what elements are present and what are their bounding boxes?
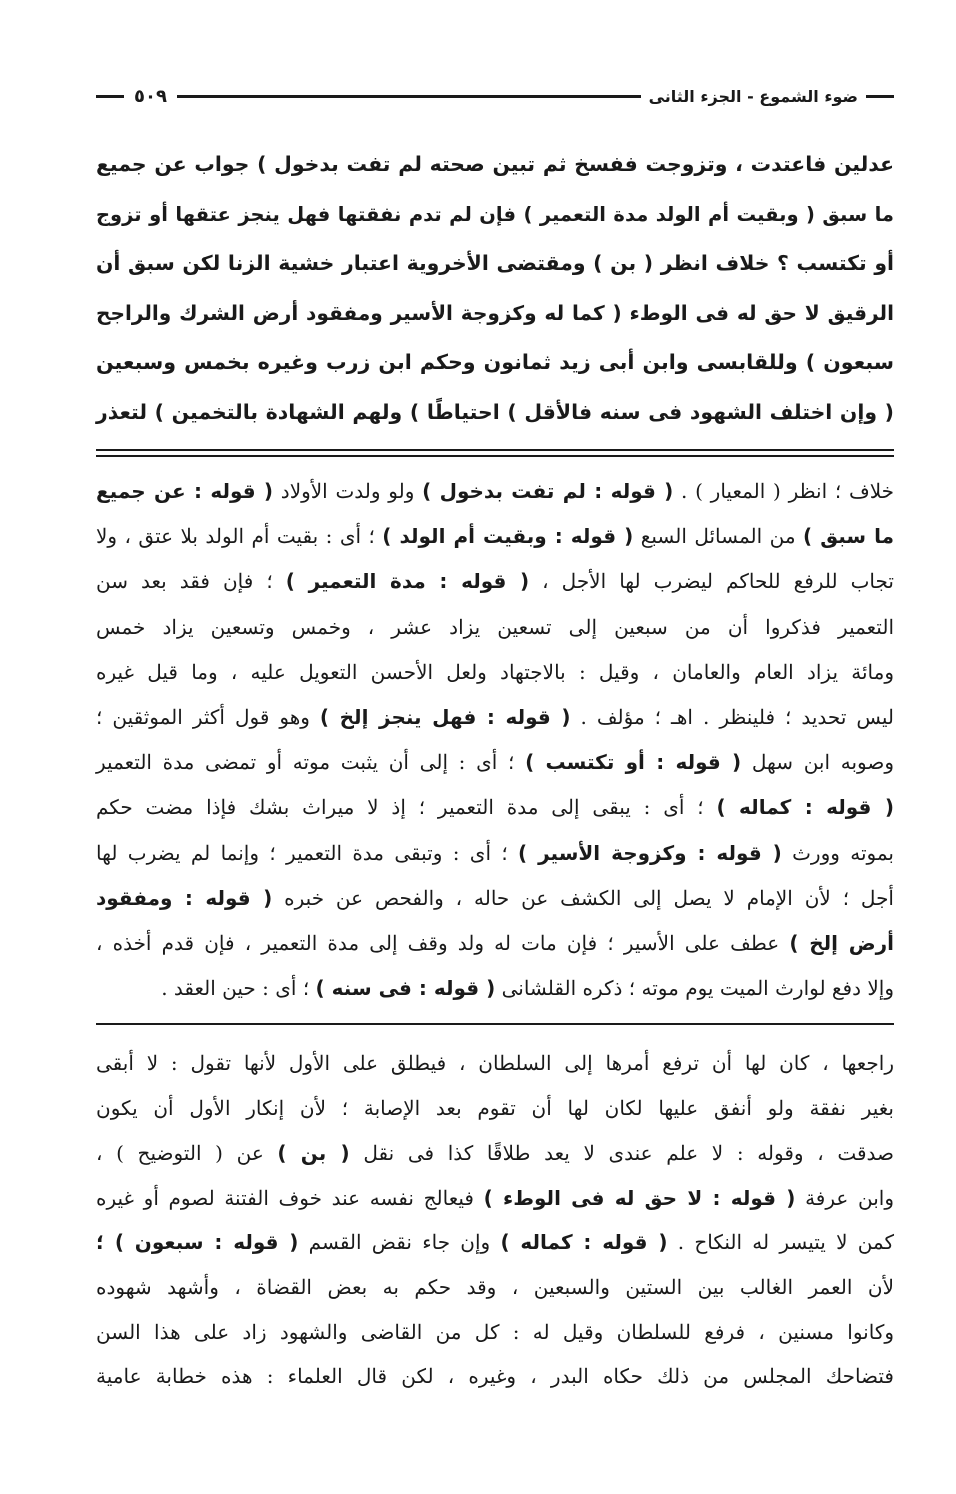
commentary-text: تجاب للرفع للحاكم ليضرب لها الأجل ، xyxy=(529,569,894,594)
commentary-text: ؛ أى : حين العقد . xyxy=(161,976,316,1001)
quoted-lemma: ( بن ) xyxy=(277,1140,350,1165)
commentary-text: خلاف ؛ انظر ( المعيار ) . xyxy=(673,479,895,503)
main-text-line: الرقيق لا حق له فى الوطء ( كما له وكزوجة الأسير ومفقود أرض الشرك والراجح xyxy=(96,300,894,325)
commentary-text: لأن العمر الغالب بين الستين والسبعين ، وقد حكم به بعض القضاة ، وأشهد شهوده xyxy=(96,1274,894,1299)
commentary-line xyxy=(96,514,894,559)
quoted-lemma: ( قوله : وبقيت أم الولد ) xyxy=(382,524,634,549)
commentary-line xyxy=(96,559,894,604)
quoted-lemma: ( قوله : لم تفت بدخول ) xyxy=(422,479,674,503)
footnote-line xyxy=(96,1265,894,1310)
commentary-text: وهو قول أكثر الموثقين ؛ xyxy=(96,705,320,730)
footnote-section xyxy=(96,1041,894,1399)
quoted-lemma: ( قوله : وكزوجة الأسير ) xyxy=(518,840,782,865)
quoted-lemma: ( قوله : كماله ) xyxy=(716,795,894,820)
commentary-text: ؛ أى : بقيت أم الولد بلا عتق ، ولا xyxy=(96,524,383,549)
running-title: ضوء الشموع - الجزء الثانى xyxy=(648,86,858,106)
footnote-line xyxy=(96,1041,894,1086)
header-dash-right xyxy=(866,95,894,98)
double-separator-rule xyxy=(96,449,894,457)
main-text-line: عدلين فاعتدت ، وتزوجت ففسخ ثم تبين صحته لم تفت بدخول ) جواب عن جميع xyxy=(96,152,894,176)
commentary-text: التعمير فذكروا أن من سبعين إلى تسعين يزاد عشر ، وخمس وتسعين يزاد خمس xyxy=(96,614,894,639)
commentary-text: أجل ؛ لأن الإمام لا يصل إلى الكشف عن حاله ، والفحص عن خبره xyxy=(272,885,894,910)
commentary-line xyxy=(96,695,894,740)
commentary-text: وإن جاء نقض القسم xyxy=(298,1230,501,1255)
commentary-line xyxy=(96,921,894,966)
commentary-text: كمن لا يتيسر له النكاح . xyxy=(667,1230,895,1255)
commentary-text: عن ( التوضيح ) ، xyxy=(96,1140,278,1165)
quoted-lemma: ( قوله : عن جميع xyxy=(96,479,274,503)
commentary-text: ؛ فإن فقد بعد سن xyxy=(96,569,286,594)
footnote-line xyxy=(96,1176,894,1221)
quoted-lemma: ( قوله : مدة التعمير ) xyxy=(285,569,530,594)
main-text xyxy=(96,140,894,437)
commentary-text: فتضاحك المجلس من ذلك حكاه البدر ، وغيره ، لكن قال العلماء : هذه خطابة عامية xyxy=(96,1364,894,1389)
footnote-line xyxy=(96,1220,894,1265)
commentary-text: ؛ أى : إلى أن يثبت موته أو تمضى مدة التعمير xyxy=(96,750,526,775)
commentary-text: ومائة يزاد العام والعامان ، وقيل : بالاجتهاد ولعل الأحسن التعويل عليه ، وما قيل غيره xyxy=(96,659,894,684)
main-text-line: أو تكتسب ؟ خلاف انظر ( بن ) ومقتضى الأخروية اعتبار خشية الزنا لكن سبق أن xyxy=(96,251,894,275)
commentary-text: من المسائل السبع xyxy=(633,524,804,549)
commentary-text: ولو ولدت الأولاد xyxy=(273,479,423,503)
quoted-lemma: ( قوله : ومفقود xyxy=(96,885,273,910)
commentary-section xyxy=(96,469,894,1011)
main-text-line: ما سبق ( وبقيت أم الولد مدة التعمير ) فإن لم تدم نفقتها فهل ينجز عتقها أو تزوج xyxy=(96,202,894,226)
quoted-lemma: ( قوله : كماله ) xyxy=(500,1230,668,1255)
commentary-line xyxy=(96,876,894,921)
page-number: ٥٠٩ xyxy=(134,85,167,107)
footnote-line xyxy=(96,1086,894,1131)
commentary-text: وإلا دفع لوارث الميت يوم موته ؛ ذكره القلشانى xyxy=(495,976,894,1001)
commentary-line xyxy=(96,650,894,695)
commentary-line xyxy=(96,785,894,830)
commentary-text: ؛ أى : وتبقى مدة التعمير ؛ وإنما لم يضرب لها xyxy=(96,840,519,865)
commentary-text: بموته وورث xyxy=(781,840,894,865)
quoted-lemma: أرض إلخ ) xyxy=(789,931,894,956)
header-dash-left xyxy=(96,95,124,98)
commentary-text: وكانوا مسنين ، فرفع للسلطان وقيل له : كل من القاضى والشهود زاد على هذا السن xyxy=(96,1319,894,1344)
commentary-text: راجعها ، كان لها أن ترفع أمرها إلى السلطان ، فيطلق على الأول لأنها تقول : لا أبقى xyxy=(96,1051,894,1076)
page-header xyxy=(96,72,894,120)
book-page xyxy=(96,72,894,1399)
commentary-line xyxy=(96,469,894,514)
quoted-lemma: ( قوله : فهل ينجز إلخ ) xyxy=(319,705,571,730)
footnote-line xyxy=(96,1131,894,1176)
commentary-text: صدقت ، وقوله : لا علم عندى لا يعد طلاقًا كذا فى نقل xyxy=(349,1140,895,1165)
quoted-lemma: ( قوله : سبعون ) ؛ xyxy=(96,1230,299,1255)
commentary-line xyxy=(96,605,894,650)
quoted-lemma: ما سبق ) xyxy=(803,524,895,549)
quoted-lemma: ( قوله : أو تكتسب ) xyxy=(525,750,742,775)
commentary-line xyxy=(96,966,894,1011)
commentary-text: وابن عرفة xyxy=(795,1185,894,1210)
quoted-lemma: ( قوله : لا حق له فى الوطء ) xyxy=(483,1185,796,1210)
commentary-text: وصوبه ابن سهل xyxy=(741,750,894,775)
commentary-line xyxy=(96,740,894,785)
main-text-line: سبعون ) وللقابسى وابن أبى زيد ثمانون وحكم ابن زرب وغيره بخمس وسبعين xyxy=(96,350,894,374)
commentary-text: فيعالج نفسه عند خوف الفتنة لصوم أو غيره xyxy=(96,1185,484,1210)
commentary-line xyxy=(96,831,894,876)
commentary-text: ليس تحديد ؛ فلينظر . اهـ ؛ مؤلف . xyxy=(570,705,894,730)
main-text-line: ( وإن اختلف الشهود فى سنه فالأقل ) احتياطًا ) ولهم الشهادة بالتخمين ) لتعذر xyxy=(96,399,894,424)
separator-rule xyxy=(96,1023,894,1025)
footnote-line xyxy=(96,1310,894,1355)
commentary-text: بغير نفقة ولو أنفق عليها لكان لها أن تقوم بعد الإصابة ؛ لأن إنكار الأول أن يكون xyxy=(96,1096,894,1121)
footnote-line xyxy=(96,1354,894,1399)
commentary-text: ؛ أى : يبقى إلى مدة التعمير ؛ إذ لا ميراث بشك فإذا مضت حكم xyxy=(96,795,717,820)
quoted-lemma: ( قوله : فى سنه ) xyxy=(315,976,496,1001)
header-rule xyxy=(177,95,641,98)
commentary-text: عطف على الأسير ؛ فإن مات له ولد وقف إلى مدة التعمير ، فإن قدم أخذه ، xyxy=(96,931,790,956)
